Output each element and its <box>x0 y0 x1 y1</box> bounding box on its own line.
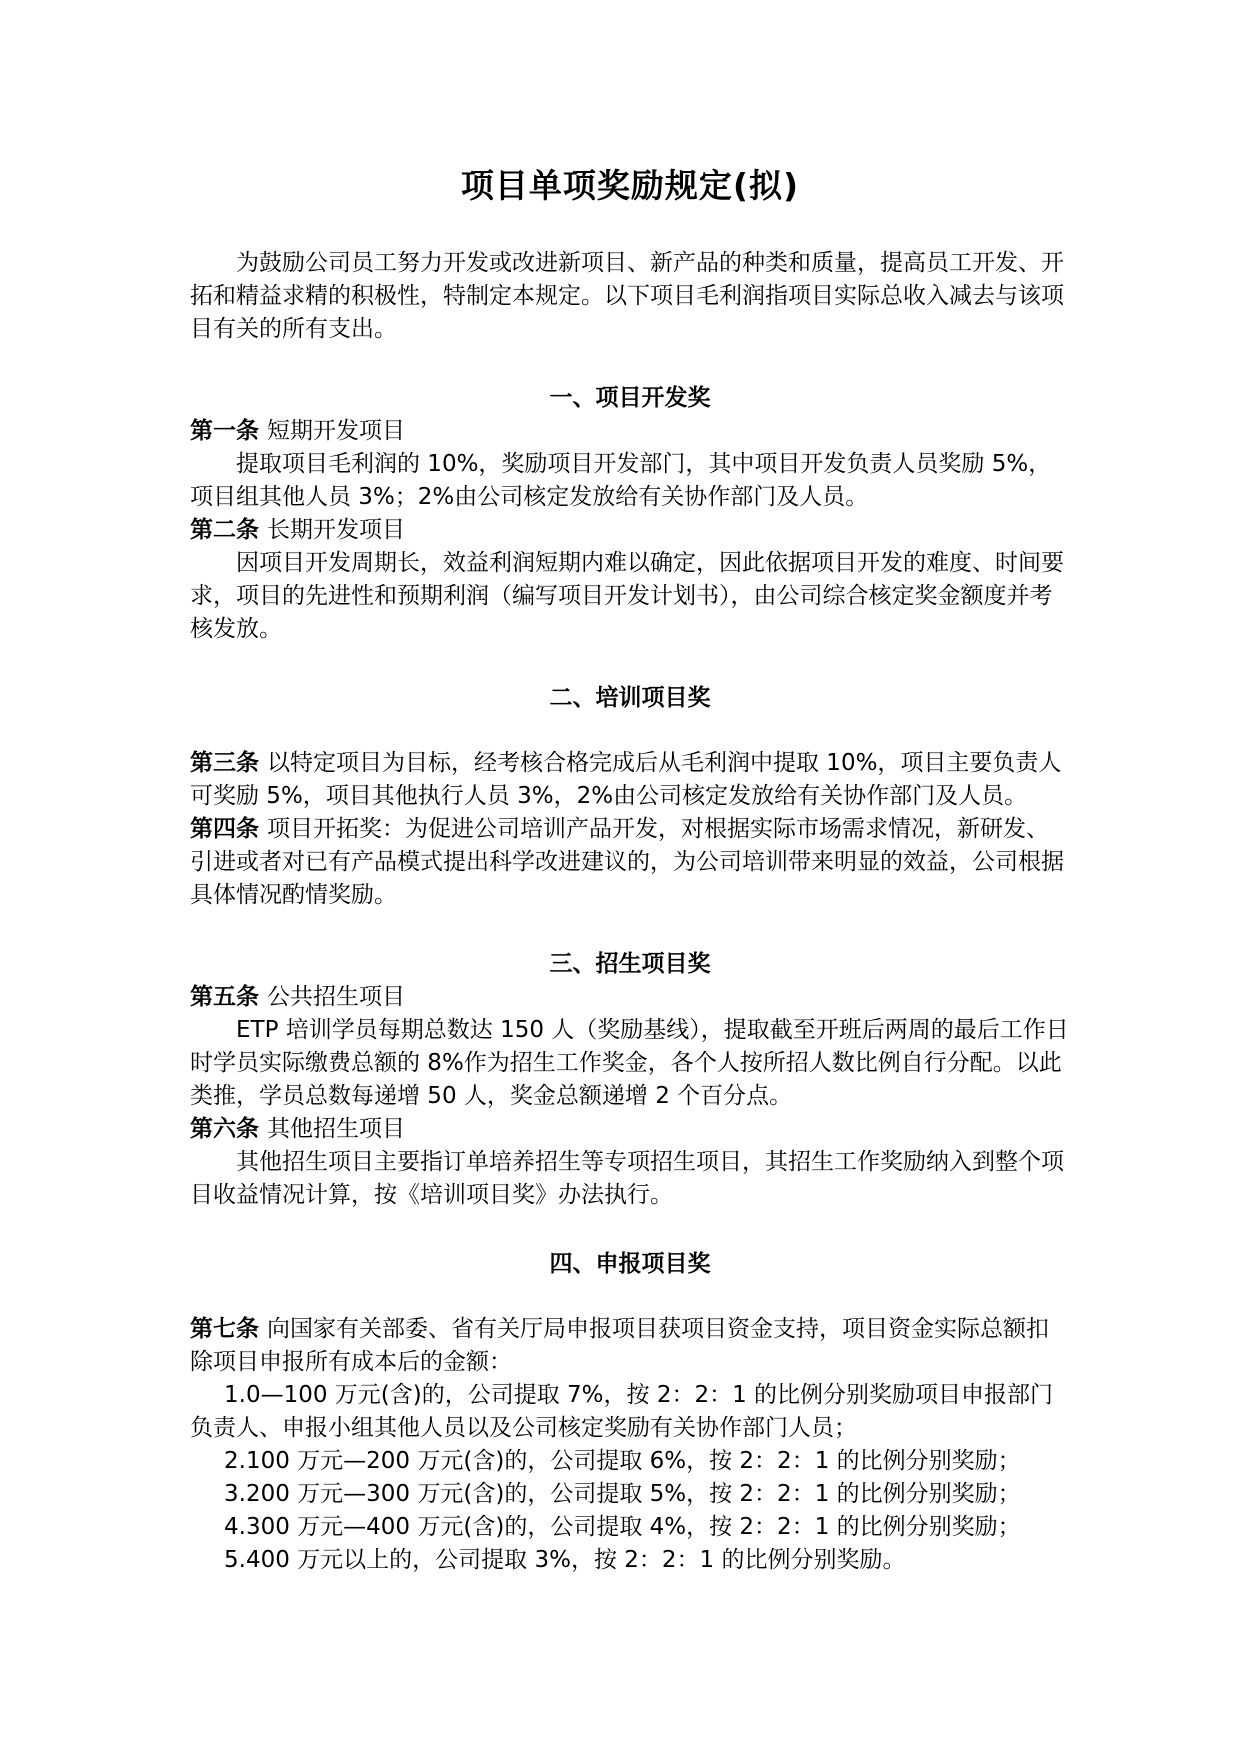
article-heading-text: 其他招生项目 <box>267 1116 405 1142</box>
list-item: 5.400 万元以上的，公司提取 3%，按 2：2：1 的比例分别奖励。 <box>224 1547 906 1573</box>
article-body: 提取项目毛利润的 10%，奖励项目开发部门，其中项目开发负责人员奖励 5%，项目组其他人员 3%；2%由公司核定发放给有关协作部门及人员。 <box>190 451 1052 510</box>
section-project-development <box>190 382 1070 646</box>
article-number: 第七条 <box>190 1316 259 1342</box>
document-title: 项目单项奖励规定(拟) <box>460 166 800 205</box>
article-number: 第三条 <box>190 750 259 776</box>
section-title: 一、项目开发奖 <box>549 385 711 411</box>
article-paragraph <box>190 747 1070 813</box>
section-title: 三、招生项目奖 <box>549 951 711 977</box>
section-training-project <box>190 682 1070 912</box>
article-number: 第二条 <box>190 517 259 543</box>
list-item: 4.300 万元—400 万元(含)的，公司提取 4%，按 2：2：1 的比例分别奖励； <box>224 1514 1021 1540</box>
article-heading <box>190 415 1070 448</box>
section-enrollment-project <box>190 948 1070 1212</box>
article-body: 其他招生项目主要指订单培养招生等专项招生项目，其招生工作奖励纳入到整个项目收益情况计算，按《培训项目奖》办法执行。 <box>190 1149 1064 1208</box>
article-number: 第一条 <box>190 418 259 444</box>
article-text: 向国家有关部委、省有关厅局申报项目获项目资金支持，项目资金实际总额扣除项目申报所有成本后的金额： <box>190 1316 1049 1375</box>
article-heading <box>190 514 1070 547</box>
article-paragraph <box>190 1313 1070 1379</box>
section-title: 二、培训项目奖 <box>549 685 711 711</box>
article-body: 因项目开发周期长，效益利润短期内难以确定，因此依据项目开发的难度、时间要求，项目的先进性和预期利润（编写项目开发计划书），由公司综合核定奖金额度并考核发放。 <box>190 550 1064 642</box>
article-text: 以特定项目为目标，经考核合格完成后从毛利润中提取 10%，项目主要负责人可奖励 5%，项目其他执行人员 3%，2%由公司核定发放给有关协作部门及人员。 <box>190 750 1062 809</box>
article-heading-text: 短期开发项目 <box>267 418 405 444</box>
article-heading-text: 长期开发项目 <box>267 517 405 543</box>
list-item: 1.0—100 万元(含)的，公司提取 7%，按 2：2：1 的比例分别奖励项目申报部门负责人、申报小组其他人员以及公司核定奖励有关协作部门人员； <box>190 1382 1054 1441</box>
section-title: 四、申报项目奖 <box>549 1251 711 1277</box>
intro-paragraph: 为鼓励公司员工努力开发或改进新项目、新产品的种类和质量，提高员工开发、开拓和精益求精的积极性，特制定本规定。以下项目毛利润指项目实际总收入减去与该项目有关的所有支出。 <box>190 250 1064 342</box>
article-paragraph <box>190 813 1070 912</box>
article-heading <box>190 981 1070 1014</box>
article-number: 第六条 <box>190 1116 259 1142</box>
article-number: 第四条 <box>190 816 259 842</box>
list-item: 3.200 万元—300 万元(含)的，公司提取 5%，按 2：2：1 的比例分别奖励； <box>224 1481 1021 1507</box>
list-item: 2.100 万元—200 万元(含)的，公司提取 6%，按 2：2：1 的比例分别奖励； <box>224 1448 1021 1474</box>
article-text: 项目开拓奖：为促进公司培训产品开发，对根据实际市场需求情况，新研发、引进或者对已有产品模式提出科学改进建议的，为公司培训带来明显的效益，公司根据具体情况酌情奖励。 <box>190 816 1064 908</box>
article-heading-text: 公共招生项目 <box>267 984 405 1010</box>
section-application-project <box>190 1248 1070 1577</box>
document-page <box>190 150 1070 1577</box>
article-heading <box>190 1113 1070 1146</box>
article-body: ETP 培训学员每期总数达 150 人（奖励基线），提取截至开班后两周的最后工作日时学员实际缴费总额的 8%作为招生工作奖金，各个人按所招人数比例自行分配。以此类推，学员总数每递增 50 人，奖金总额递增 2 个百分点。 <box>190 1017 1069 1109</box>
article-number: 第五条 <box>190 984 259 1010</box>
